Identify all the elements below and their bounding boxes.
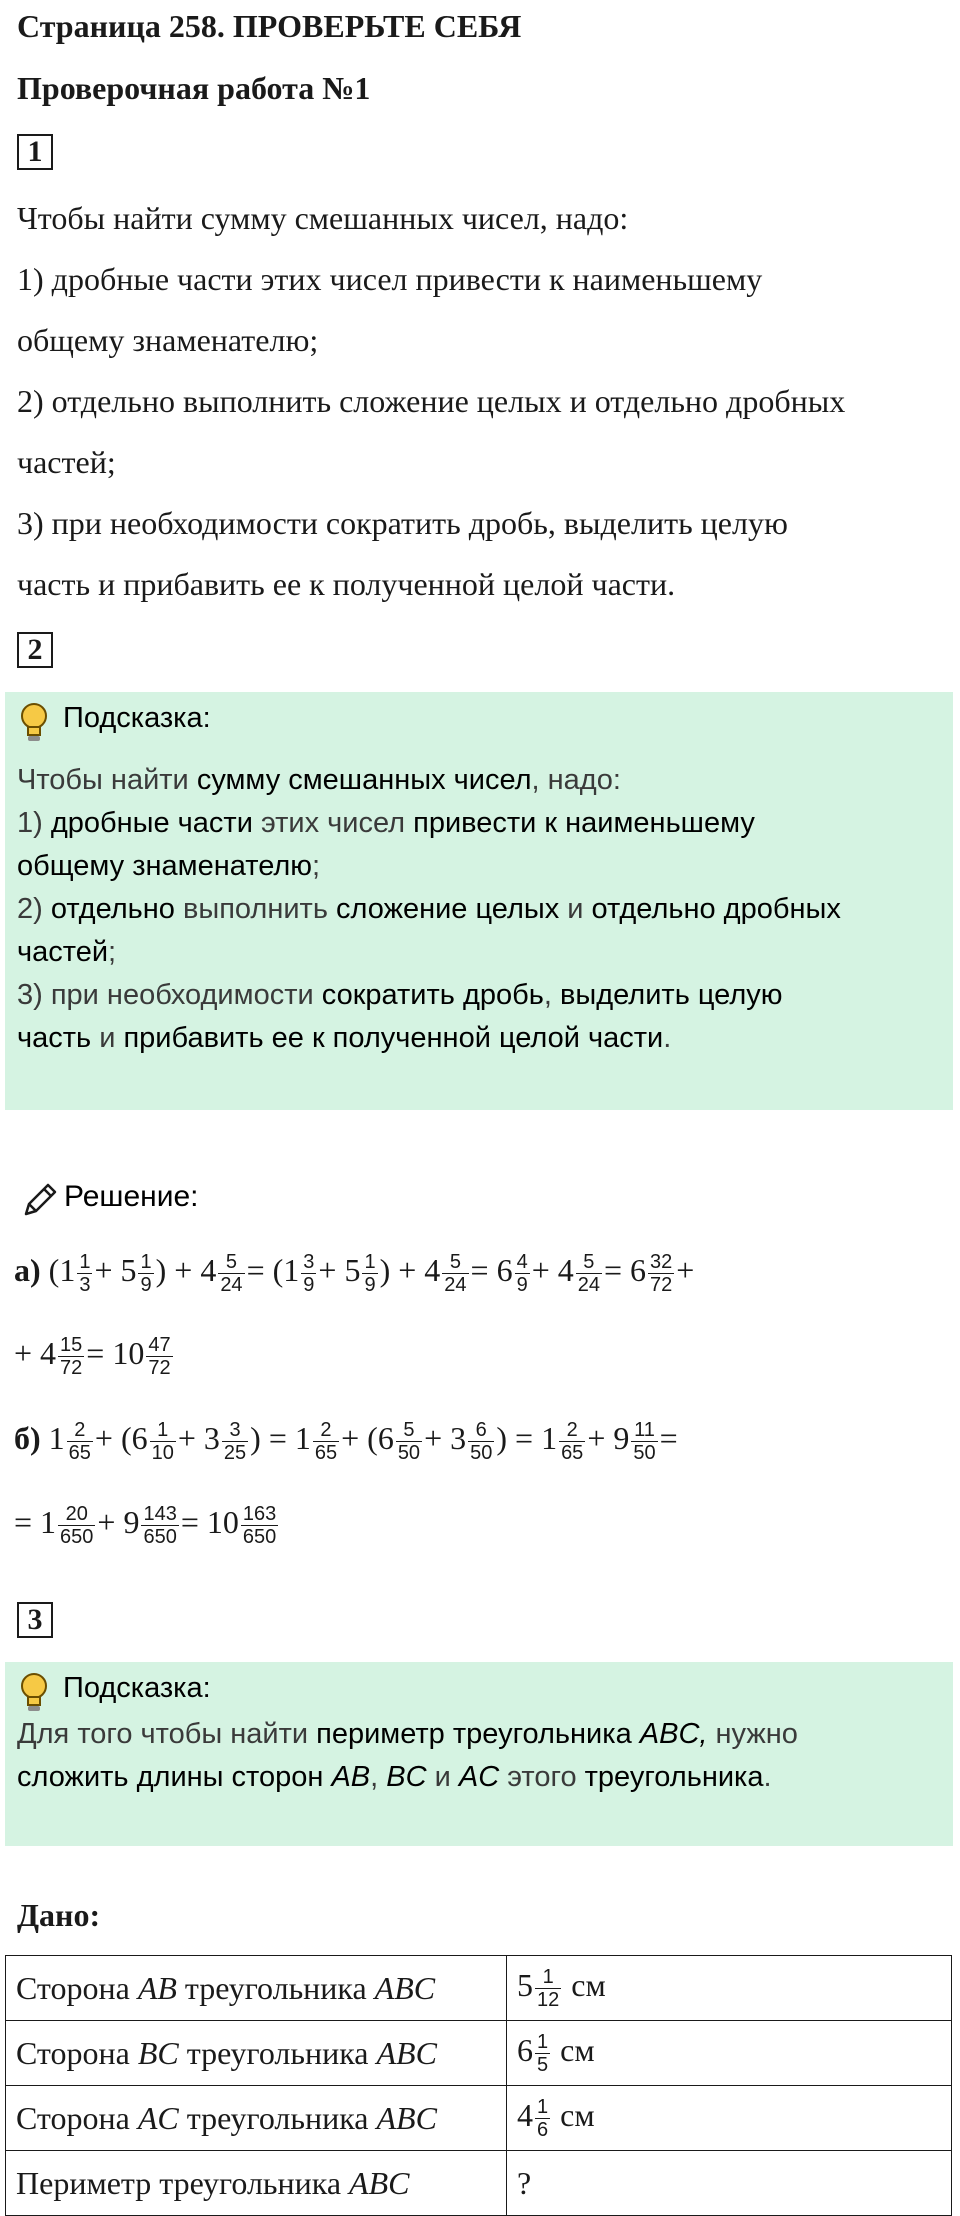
text-segment: = (1 xyxy=(246,1252,300,1288)
text-segment: ) + 4 xyxy=(155,1252,217,1288)
numerator: 143 xyxy=(143,1503,177,1526)
text-segment: AC xyxy=(137,2099,179,2136)
task1-line: часть и прибавить ее к полученной целой части. xyxy=(17,566,676,602)
solution-a-line1 xyxy=(14,1250,694,1296)
hint-box xyxy=(5,1662,953,1846)
text-segment: = 1 xyxy=(14,1504,57,1540)
text-segment: + 3 xyxy=(177,1420,220,1456)
denominator: 65 xyxy=(561,1442,584,1465)
denominator: 72 xyxy=(148,1357,171,1380)
fraction xyxy=(559,1419,585,1464)
denominator: 50 xyxy=(397,1442,421,1465)
text-segment: , надо: xyxy=(531,764,621,796)
numerator: 4 xyxy=(516,1251,528,1274)
text-segment: сумму смешанных чисел xyxy=(196,764,532,796)
numerator: 3 xyxy=(303,1251,315,1274)
fraction xyxy=(218,1251,244,1296)
text-segment: сложение целых xyxy=(336,893,560,925)
numerator: 1 xyxy=(140,1251,152,1274)
solution-a-line2 xyxy=(14,1333,175,1379)
text-segment: 5 xyxy=(517,1966,533,2003)
lightbulb-icon xyxy=(17,1670,51,1716)
text-segment: AB xyxy=(137,1969,177,2006)
fraction xyxy=(535,1966,561,2011)
given-title: Дано: xyxy=(17,1897,101,1933)
numerator: 5 xyxy=(442,1251,468,1274)
task1-line: общему знаменателю; xyxy=(17,322,319,358)
text-segment: часть xyxy=(17,1022,92,1054)
text-segment: и xyxy=(91,1022,124,1054)
denominator: 6 xyxy=(537,2118,549,2141)
denominator: 650 xyxy=(143,1526,177,1549)
fraction xyxy=(241,1503,278,1548)
denominator: 3 xyxy=(79,1274,91,1297)
text-segment: ) = 1 xyxy=(250,1420,311,1456)
text-segment: BC xyxy=(386,1761,427,1793)
hint-line xyxy=(17,1022,671,1055)
text-segment: привести к наименьшему xyxy=(413,807,755,839)
hint-line xyxy=(17,1718,798,1751)
text-segment: + 4 xyxy=(14,1335,57,1371)
numerator: 11 xyxy=(631,1419,657,1442)
text-segment: + 9 xyxy=(587,1420,630,1456)
text-segment: и xyxy=(426,1761,459,1793)
solution-b-line2 xyxy=(14,1502,280,1548)
expression xyxy=(48,1251,695,1297)
fraction xyxy=(442,1251,468,1296)
fraction xyxy=(313,1419,339,1464)
text-segment: + 5 xyxy=(94,1252,137,1288)
fraction xyxy=(396,1419,422,1464)
text-segment: ) + 4 xyxy=(379,1252,441,1288)
text-segment: + (6 xyxy=(94,1420,148,1456)
text-segment: выделить целую xyxy=(559,979,783,1011)
fraction xyxy=(535,2096,550,2141)
pencil-icon xyxy=(20,1180,60,1220)
numerator: 47 xyxy=(148,1334,171,1357)
fraction xyxy=(468,1419,494,1464)
denominator: 50 xyxy=(470,1442,493,1465)
fraction xyxy=(58,1503,95,1548)
text-segment: ; xyxy=(108,936,117,968)
fraction xyxy=(362,1251,377,1296)
table-row xyxy=(6,1956,952,2021)
text-segment: ABC xyxy=(349,2164,410,2201)
fraction xyxy=(648,1251,674,1296)
text-segment: частей xyxy=(17,936,109,968)
text-segment: треугольника xyxy=(584,1761,764,1793)
fraction xyxy=(150,1419,176,1464)
text-segment: треугольника xyxy=(178,2034,377,2071)
text-segment: см xyxy=(552,2096,595,2133)
given-table xyxy=(5,1955,952,2216)
denominator: 65 xyxy=(68,1442,91,1465)
numerator: 20 xyxy=(58,1503,95,1526)
fraction xyxy=(222,1419,248,1464)
text-segment: этого xyxy=(499,1761,585,1793)
solution-title: Решение: xyxy=(64,1180,199,1213)
numerator: 3 xyxy=(222,1419,248,1442)
text-segment: ) = 1 xyxy=(496,1420,558,1456)
text-segment: Чтобы найти xyxy=(17,764,197,796)
solution-b-label: б) xyxy=(14,1420,41,1456)
text-segment: + (6 xyxy=(341,1420,394,1456)
numerator: 163 xyxy=(242,1503,277,1526)
text-segment: + 9 xyxy=(97,1504,140,1540)
text-segment: ABC xyxy=(374,1969,436,2006)
numerator: 2 xyxy=(67,1419,93,1442)
denominator: 24 xyxy=(444,1274,467,1297)
text-segment: . xyxy=(663,1022,672,1054)
table-row xyxy=(6,2151,952,2216)
text-segment: = 10 xyxy=(180,1504,239,1540)
task-number-3: 3 xyxy=(17,1602,53,1638)
numerator: 1 xyxy=(79,1251,91,1274)
text-segment: 2) xyxy=(17,893,51,925)
numerator: 5 xyxy=(218,1251,244,1274)
denominator: 650 xyxy=(60,1526,94,1549)
fraction xyxy=(631,1419,657,1464)
numerator: 2 xyxy=(559,1419,585,1442)
text-segment: + 4 xyxy=(531,1252,574,1288)
text-segment: Сторона xyxy=(16,2099,138,2136)
text-segment: Для того чтобы найти xyxy=(17,1718,317,1750)
numerator: 2 xyxy=(313,1419,339,1442)
table-cell-label xyxy=(6,2021,507,2086)
text-segment: + 5 xyxy=(318,1252,361,1288)
denominator: 25 xyxy=(223,1442,247,1465)
text-segment: см xyxy=(563,1966,606,2003)
text-segment: = 10 xyxy=(86,1335,145,1371)
work-title: Проверочная работа №1 xyxy=(17,70,371,106)
text-segment: периметр треугольника xyxy=(316,1718,640,1750)
solution-b-line1 xyxy=(14,1418,678,1464)
text-segment: треугольника xyxy=(178,2099,377,2136)
expression xyxy=(14,1334,175,1380)
table-cell-value xyxy=(507,2021,952,2086)
text-segment: прибавить ее к полученной целой части xyxy=(123,1022,664,1054)
task1-line: Чтобы найти сумму смешанных чисел, надо: xyxy=(17,200,629,236)
hint-title: Подсказка: xyxy=(63,1672,211,1704)
task1-line: 3) при необходимости сократить дробь, выделить целую xyxy=(17,505,788,541)
text-segment: = 6 xyxy=(603,1252,647,1288)
text-segment: ABC xyxy=(376,2099,437,2136)
numerator: 6 xyxy=(468,1419,494,1442)
solution-a-label: а) xyxy=(14,1252,41,1288)
numerator: 1 xyxy=(364,1251,376,1274)
text-segment: Сторона xyxy=(16,2034,138,2071)
text-segment: общему знаменателю xyxy=(17,850,313,882)
fraction xyxy=(58,1334,84,1379)
hint-line xyxy=(17,764,621,797)
hint-box xyxy=(5,692,953,1110)
text-segment: 1) xyxy=(17,807,51,839)
denominator: 9 xyxy=(364,1274,376,1297)
numerator: 5 xyxy=(396,1419,422,1442)
denominator: 72 xyxy=(650,1274,673,1297)
fraction xyxy=(576,1251,602,1296)
task1-line: 1) дробные части этих чисел привести к наименьшему xyxy=(17,261,763,297)
expression xyxy=(14,1503,280,1549)
text-segment: , xyxy=(370,1761,387,1793)
denominator: 12 xyxy=(537,1988,560,2011)
text-segment: этих чисел xyxy=(252,807,414,839)
fraction xyxy=(515,1251,530,1296)
text-segment: BC xyxy=(137,2034,179,2071)
hint-line xyxy=(17,893,841,926)
task-number-1: 1 xyxy=(17,134,53,170)
text-segment: треугольника xyxy=(176,1969,375,2006)
text-segment: (1 xyxy=(48,1252,76,1288)
fraction xyxy=(146,1334,172,1379)
hint-line xyxy=(17,1761,772,1794)
text-segment: выполнить xyxy=(174,893,337,925)
text-segment: см xyxy=(552,2031,595,2068)
text-segment: + xyxy=(676,1252,695,1288)
denominator: 9 xyxy=(140,1274,152,1297)
denominator: 65 xyxy=(314,1442,338,1465)
table-cell-value xyxy=(507,1956,952,2021)
text-segment: 4 xyxy=(517,2096,533,2133)
numerator: 1 xyxy=(537,2030,549,2053)
table-cell-value xyxy=(507,2086,952,2151)
page-title: Страница 258. ПРОВЕРЬТЕ СЕБЯ xyxy=(17,8,522,44)
text-segment: , xyxy=(543,979,560,1011)
text-segment: . xyxy=(763,1761,772,1793)
denominator: 9 xyxy=(303,1274,315,1297)
hint-title: Подсказка: xyxy=(63,702,211,734)
text-segment: + 3 xyxy=(424,1420,467,1456)
table-cell-label xyxy=(6,2151,507,2216)
numerator: 1 xyxy=(535,1966,561,1989)
fraction xyxy=(67,1419,93,1464)
denominator: 50 xyxy=(633,1442,656,1465)
text-segment: = xyxy=(659,1420,678,1456)
text-segment: дробные части xyxy=(50,807,253,839)
text-segment: AC xyxy=(458,1761,500,1793)
text-segment: отдельно xyxy=(50,893,175,925)
task-number-2: 2 xyxy=(17,632,53,668)
task1-line: частей; xyxy=(17,444,116,480)
hint-line xyxy=(17,807,755,840)
numerator: 15 xyxy=(60,1334,83,1357)
denominator: 72 xyxy=(60,1357,83,1380)
text-segment: сложить длины сторон xyxy=(17,1761,332,1793)
text-segment: 3) при необходимости xyxy=(17,979,322,1011)
numerator: 1 xyxy=(150,1419,176,1442)
text-segment: Периметр треугольника xyxy=(16,2164,350,2201)
hint-line xyxy=(17,979,783,1012)
expression xyxy=(48,1419,678,1465)
text-segment: ? xyxy=(517,2164,532,2201)
denominator: 10 xyxy=(151,1442,174,1465)
denominator: 24 xyxy=(220,1274,243,1297)
text-segment: AB xyxy=(331,1761,371,1793)
fraction xyxy=(77,1251,92,1296)
text-segment: ; xyxy=(312,850,321,882)
fraction xyxy=(138,1251,153,1296)
denominator: 9 xyxy=(516,1274,528,1297)
denominator: 650 xyxy=(242,1526,277,1549)
table-cell-value xyxy=(507,2151,952,2216)
text-segment: ABC, xyxy=(639,1718,708,1750)
table-cell-label xyxy=(6,2086,507,2151)
numerator: 5 xyxy=(576,1251,602,1274)
numerator: 32 xyxy=(650,1251,673,1274)
text-segment: отдельно дробных xyxy=(591,893,841,925)
text-segment: Сторона xyxy=(16,1969,138,2006)
hint-line xyxy=(17,850,320,883)
text-segment: = 6 xyxy=(470,1252,513,1288)
task1-line: 2) отдельно выполнить сложение целых и отдельно дробных xyxy=(17,383,846,419)
text-segment: сократить дробь xyxy=(321,979,544,1011)
text-segment: и xyxy=(559,893,592,925)
table-row xyxy=(6,2021,952,2086)
text-segment: нужно xyxy=(707,1718,798,1750)
text-segment: 6 xyxy=(517,2031,533,2068)
hint-line xyxy=(17,936,116,969)
denominator: 5 xyxy=(537,2053,549,2076)
lightbulb-icon xyxy=(17,700,51,746)
fraction xyxy=(535,2031,550,2076)
table-row xyxy=(6,2086,952,2151)
denominator: 24 xyxy=(577,1274,600,1297)
text-segment: 1 xyxy=(48,1420,65,1456)
text-segment: ABC xyxy=(376,2034,437,2071)
numerator: 1 xyxy=(537,2095,549,2118)
table-cell-label xyxy=(6,1956,507,2021)
fraction xyxy=(301,1251,316,1296)
fraction xyxy=(141,1503,178,1548)
